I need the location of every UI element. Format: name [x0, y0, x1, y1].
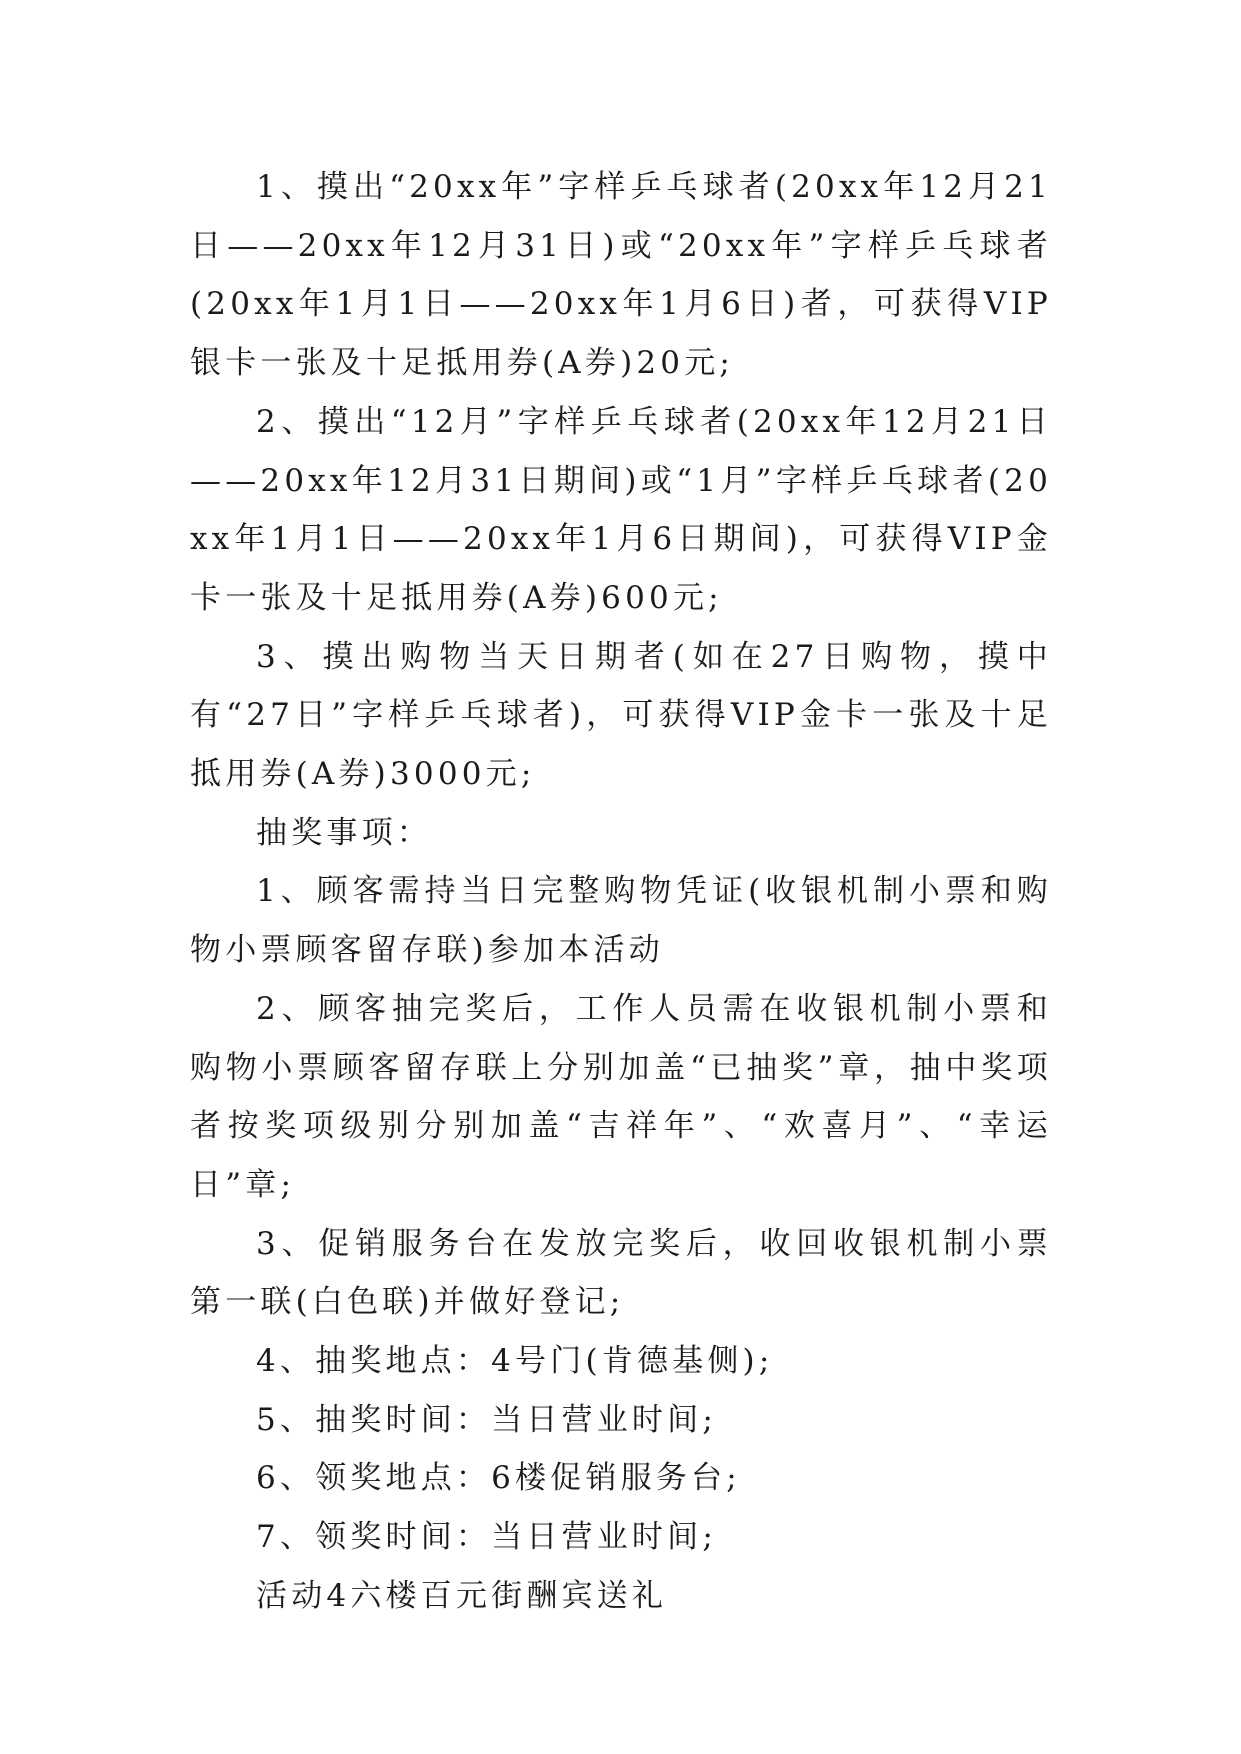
lottery-note-2: 2、顾客抽完奖后，工作人员需在收银机制小票和购物小票顾客留存联上分别加盖“已抽奖”章，抽中奖项者按奖项级别分别加盖“吉祥年”、“欢喜月”、“幸运日”章;	[190, 990, 1052, 1203]
lottery-note-1: 1、顾客需持当日完整购物凭证(收银机制小票和购物小票顾客留存联)参加本活动	[190, 873, 1052, 969]
lottery-note-6: 6、领奖地点：6楼促销服务台;	[256, 1460, 741, 1497]
lottery-note-3: 3、促销服务台在发放完奖后，收回收银机制小票第一联(白色联)并做好登记;	[190, 1225, 1052, 1321]
lottery-note-7: 7、领奖时间：当日营业时间;	[256, 1519, 717, 1556]
activity-4-heading: 活动4六楼百元街酬宾送礼	[256, 1577, 668, 1614]
prize-rule-1: 1、摸出“20xx年”字样乒乓球者(20xx年12月21日——20xx年12月31日)或“20xx年”字样乒乓球者(20xx年1月1日——20xx年1月6日)者，可获得VIP银卡一张及十足抵用券(A券)20元;	[190, 169, 1052, 382]
prize-rule-3: 3、摸出购物当天日期者(如在27日购物，摸中有“27日”字样乒乓球者)，可获得VIP金卡一张及十足抵用券(A券)3000元;	[190, 638, 1052, 793]
document-body	[190, 158, 1052, 1626]
lottery-note-5: 5、抽奖时间：当日营业时间;	[256, 1401, 717, 1438]
prize-rule-2: 2、摸出“12月”字样乒乓球者(20xx年12月21日——20xx年12月31日期间)或“1月”字样乒乓球者(20xx年1月1日——20xx年1月6日期间)，可获得VIP金卡一张及十足抵用券(A券)600元;	[190, 403, 1052, 616]
lottery-note-4: 4、抽奖地点：4号门(肯德基侧);	[256, 1343, 774, 1380]
lottery-notes-heading: 抽奖事项：	[256, 814, 432, 851]
